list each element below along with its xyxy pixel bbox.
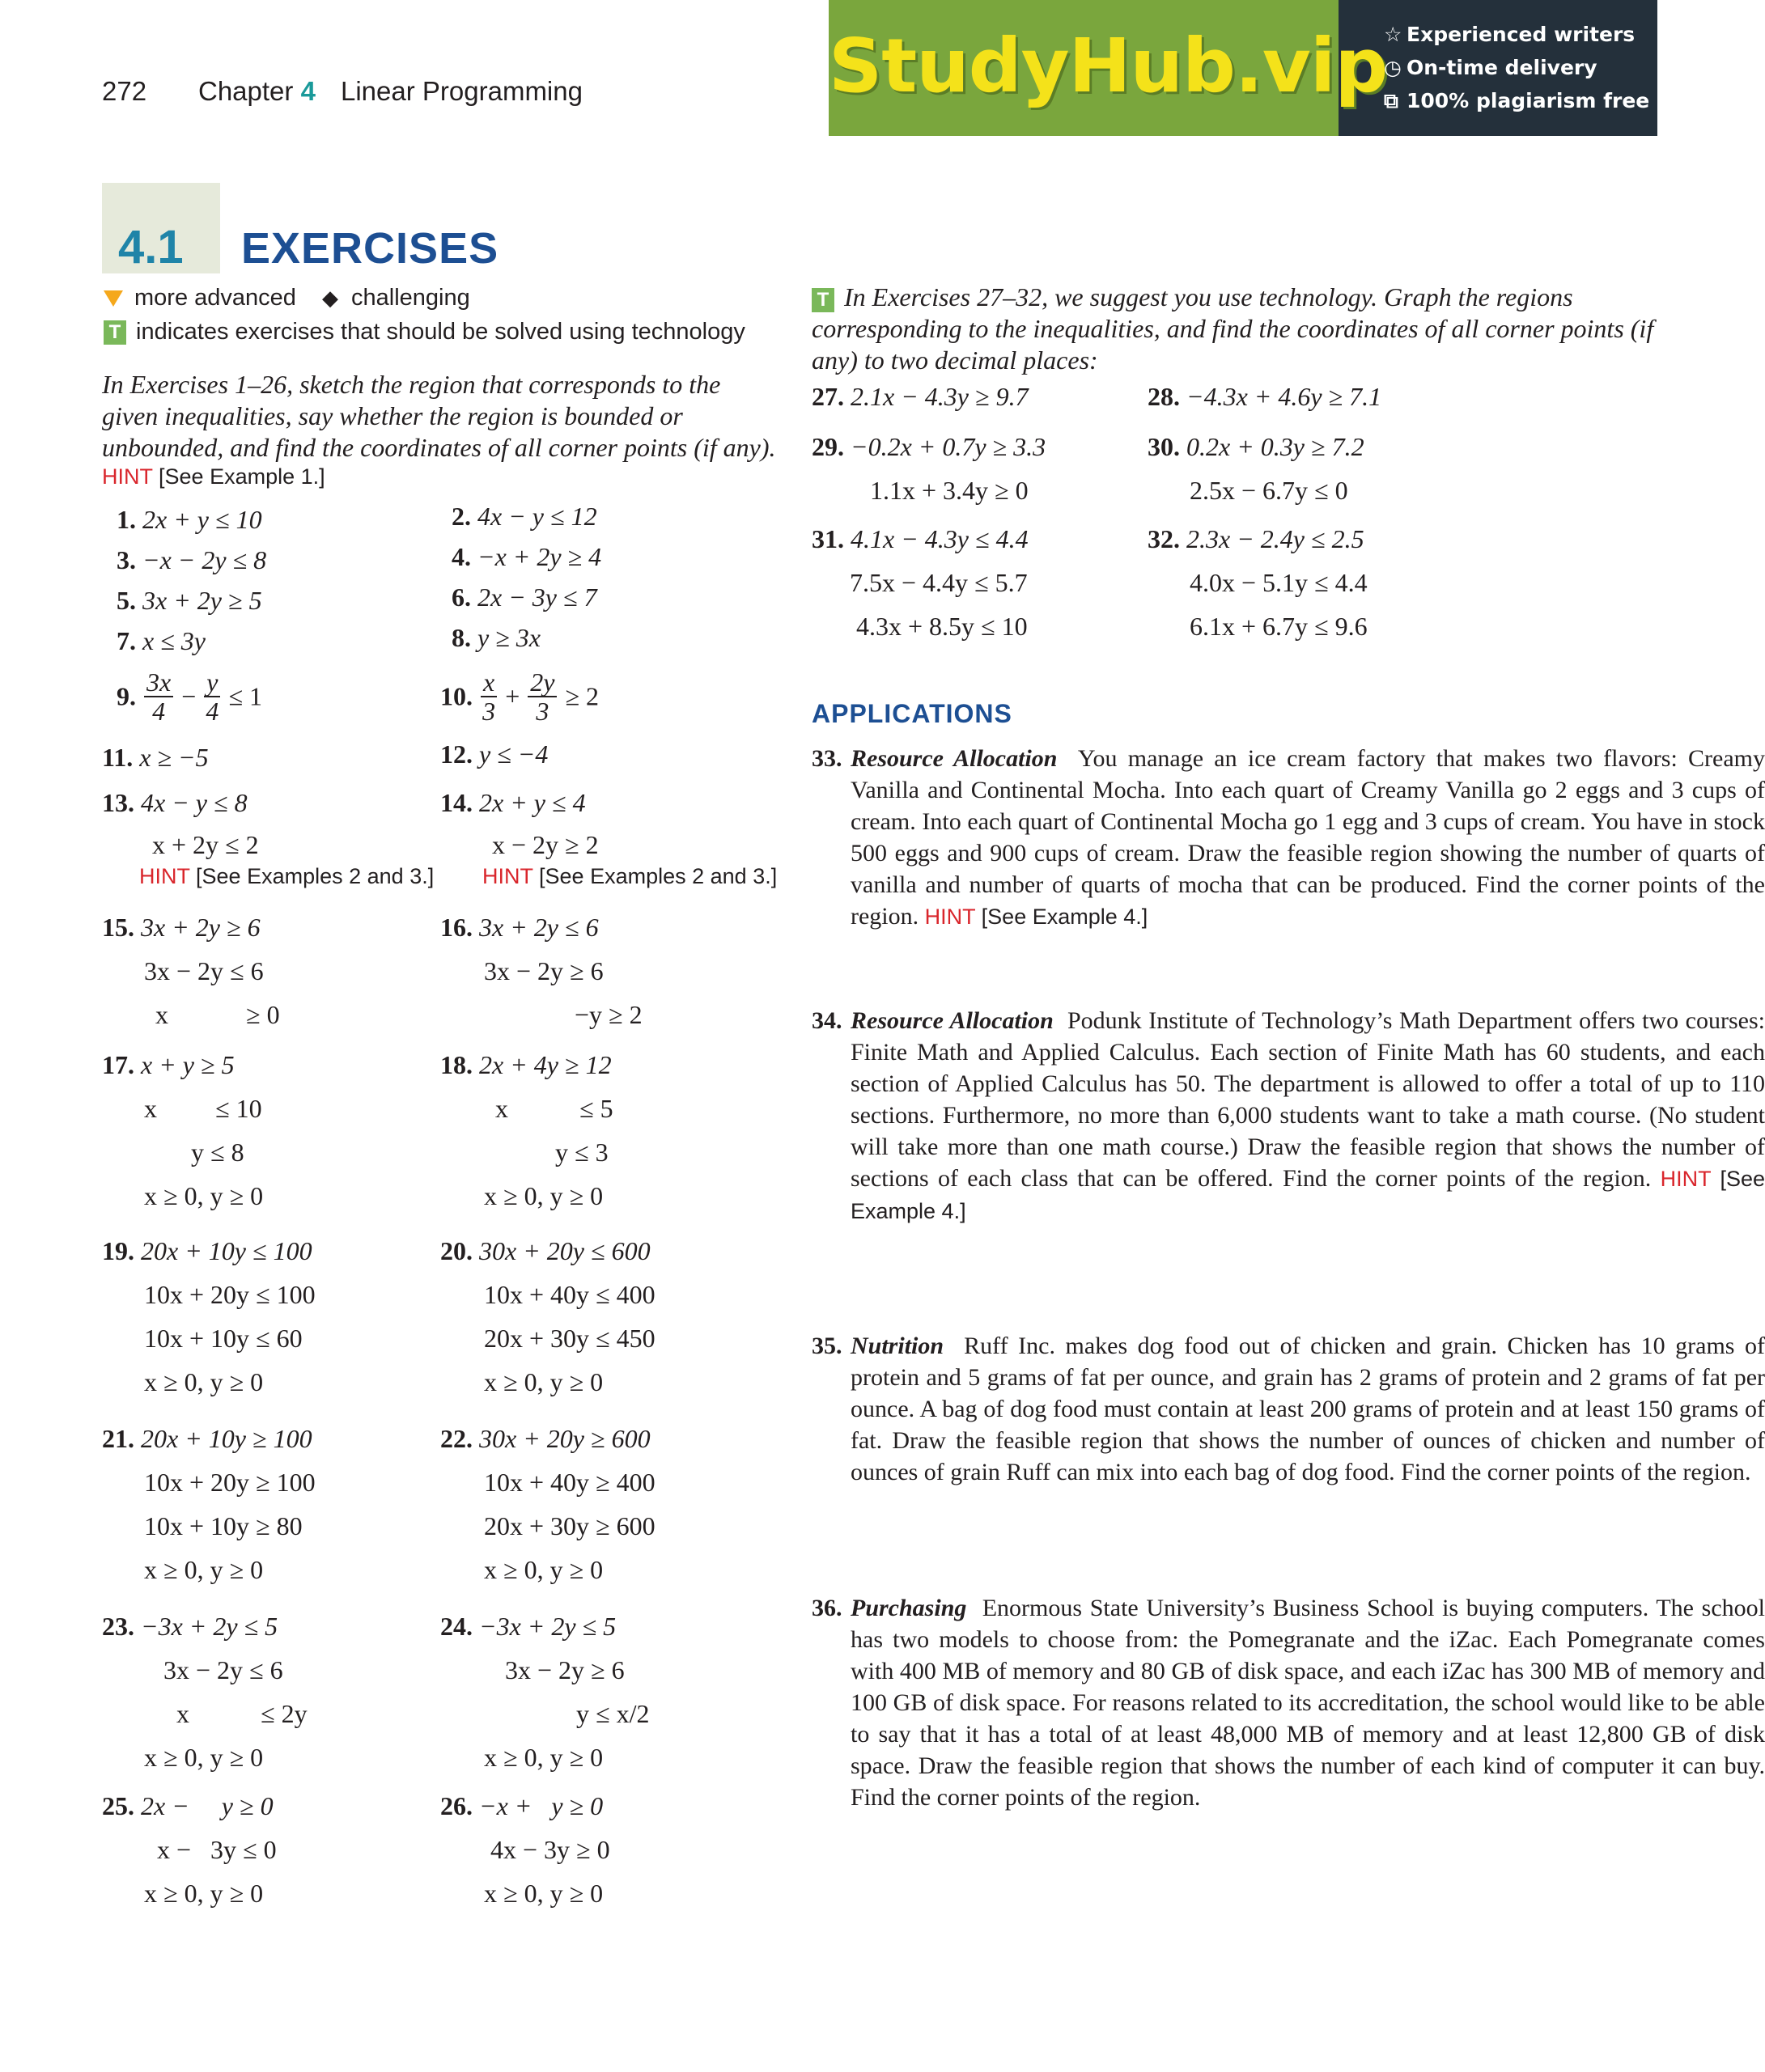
exercise-20-line-4: x ≥ 0, y ≥ 0 xyxy=(484,1367,604,1396)
exercise-3: 3. −x − 2y ≤ 8 xyxy=(117,545,267,574)
exercise-16-line-2: 3x − 2y ≥ 6 xyxy=(484,956,604,985)
chapter-number: 4 xyxy=(300,76,316,106)
legend-advanced: more advanced xyxy=(104,285,296,311)
exercise-30: 30. 0.2x + 0.3y ≥ 7.2 xyxy=(1148,432,1364,461)
exercise-23: 23. −3x + 2y ≤ 5 xyxy=(102,1612,278,1641)
exercise-1: 1. 2x + y ≤ 10 xyxy=(117,505,262,534)
chapter-title: Linear Programming xyxy=(341,76,583,106)
exercise-8: 8. y ≥ 3x xyxy=(452,623,541,652)
exercise-4: 4. −x + 2y ≥ 4 xyxy=(452,542,602,571)
exercise-32: 32. 2.3x − 2.4y ≤ 2.5 xyxy=(1148,524,1364,553)
application-35: 35. Nutrition Ruff Inc. makes dog food out of chicken and grain. Chicken has 10 grams of protein and 5 grams of fat per ounce, and grain has 2 grams of protein and 2 grams of fat per ounce. A bag of dog food must contain at least 200 grams of protein and at least 150 grams of fat. Draw the feasible region that shows the number of ounces of chicken and number of ounces of grain Ruff can mix into each bag of dog food. Find the corner points of the region. xyxy=(812,1333,1765,1485)
banner-feature-plagiarism: ⧉ 100% plagiarism free xyxy=(1384,89,1650,112)
exercise-21-line-3: 10x + 10y ≥ 80 xyxy=(144,1511,303,1540)
application-34: 34. Resource Allocation Podunk Institute of Technology’s Math Department offers two courses: Finite Math and Applied Calculus. Each section of Finite Math has 60 students, and each section of Applied Calculus has 50. The department is allowed to offer a total of up to 110 sections. Furthermore, no more than 6,000 students want to take a math course. (No student will take more than one math course.) Draw the feasible region that shows the number of sections of each class that can be offered. Find the corner points of the region. HINT [See Example 4.] xyxy=(812,1007,1765,1223)
exercise-13-line-2: x + 2y ≤ 2 xyxy=(152,830,259,859)
triangle-icon xyxy=(104,290,123,307)
exercise-29: 29. −0.2x + 0.7y ≥ 3.3 xyxy=(812,432,1046,461)
exercise-14-hint[interactable]: HINT [See Examples 2 and 3.] xyxy=(482,864,778,888)
exercise-21-line-2: 10x + 20y ≥ 100 xyxy=(144,1468,316,1497)
exercise-12: 12. y ≤ −4 xyxy=(440,739,549,769)
exercise-2: 2. 4x − y ≤ 12 xyxy=(452,502,597,531)
diamond-icon: ◆ xyxy=(322,286,338,310)
exercise-16-line-3: −y ≥ 2 xyxy=(575,1000,643,1029)
exercise-15-line-3: x ≥ 0 xyxy=(155,1000,280,1029)
exercise-17: 17. x + y ≥ 5 xyxy=(102,1050,235,1079)
exercise-9: 9. $\frac{3x}{4}$ − $\frac{y}{4}$ ≤ 1 xyxy=(117,667,263,726)
exercise-10: 10. $\frac{x}{3}$ + $\frac{2y}{3}$ ≥ 2 xyxy=(440,667,600,726)
exercise-18: 18. 2x + 4y ≥ 12 xyxy=(440,1050,612,1079)
exercise-20: 20. 30x + 20y ≤ 600 xyxy=(440,1236,651,1265)
copy-icon: ⧉ xyxy=(1384,89,1398,112)
application-34-hint[interactable]: HINT [See Example 4.] xyxy=(851,1167,1765,1223)
exercise-31-line-3: 4.3x + 8.5y ≤ 10 xyxy=(856,612,1028,641)
hint-example-1[interactable]: HINT [See Example 1.] xyxy=(102,464,325,489)
exercise-22-line-2: 10x + 40y ≥ 400 xyxy=(484,1468,656,1497)
intro-exercises-27-32: T In Exercises 27–32, we suggest you use technology. Graph the regions corresponding to the inequalities, and find the coordinates of all corner points (if any) to two decimal places: xyxy=(812,282,1654,375)
legend-challenging: ◆ challenging xyxy=(322,285,470,311)
exercise-28: 28. −4.3x + 4.6y ≥ 7.1 xyxy=(1148,382,1382,411)
clock-icon: ◷ xyxy=(1384,56,1402,79)
exercise-26-line-2: 4x − 3y ≥ 0 xyxy=(490,1835,610,1864)
exercise-22: 22. 30x + 20y ≥ 600 xyxy=(440,1424,651,1453)
exercise-19-line-2: 10x + 20y ≤ 100 xyxy=(144,1280,316,1309)
exercise-18-line-2: x ≤ 5 xyxy=(495,1094,613,1123)
exercise-32-line-3: 6.1x + 6.7y ≤ 9.6 xyxy=(1190,612,1368,641)
exercise-16: 16. 3x + 2y ≤ 6 xyxy=(440,913,599,942)
technology-icon: T xyxy=(104,320,126,345)
exercise-11: 11. x ≥ −5 xyxy=(102,743,209,772)
exercise-20-line-3: 20x + 30y ≤ 450 xyxy=(484,1324,656,1353)
chapter-word: Chapter xyxy=(198,76,294,106)
exercise-7: 7. x ≤ 3y xyxy=(117,626,206,655)
exercise-15: 15. 3x + 2y ≥ 6 xyxy=(102,913,261,942)
exercise-30-line-2: 2.5x − 6.7y ≤ 0 xyxy=(1190,476,1348,505)
technology-icon: T xyxy=(812,288,834,312)
section-heading: EXERCISES xyxy=(241,224,499,273)
legend-technology: T indicates exercises that should be solved using technology xyxy=(104,319,745,345)
exercise-24-line-3: y ≤ x/2 xyxy=(576,1699,650,1728)
exercise-24-line-2: 3x − 2y ≥ 6 xyxy=(505,1655,625,1684)
exercise-17-line-3: y ≤ 8 xyxy=(191,1138,244,1167)
exercise-23-line-3: x ≤ 2y xyxy=(176,1699,308,1728)
application-33-hint[interactable]: HINT [See Example 4.] xyxy=(924,905,1148,929)
exercise-25-line-2: x − 3y ≤ 0 xyxy=(157,1835,277,1864)
page-number: 272 xyxy=(102,76,147,106)
exercise-19-line-4: x ≥ 0, y ≥ 0 xyxy=(144,1367,264,1396)
banner-feature-delivery: ◷ On-time delivery xyxy=(1384,56,1597,79)
exercise-18-line-4: x ≥ 0, y ≥ 0 xyxy=(484,1181,604,1210)
exercise-13-hint[interactable]: HINT [See Examples 2 and 3.] xyxy=(139,864,435,888)
exercise-13: 13. 4x − y ≤ 8 xyxy=(102,788,248,817)
exercise-17-line-4: x ≥ 0, y ≥ 0 xyxy=(144,1181,264,1210)
exercise-24-line-4: x ≥ 0, y ≥ 0 xyxy=(484,1743,604,1772)
exercise-25: 25. 2x − y ≥ 0 xyxy=(102,1791,274,1820)
application-36: 36. Purchasing Enormous State University’s Business School is buying computers. The school has two models to choose from: the Pomegranate and the iZac. Each Pomegranate comes with 400 MB of memory and 80 GB of disk space, and each iZac has 300 MB of memory and 100 GB of disk space. For reasons related to its accreditation, the school would like to be able to say that it has a total of at least 48,000 MB of memory and at least 12,800 GB of disk space. Draw the feasible region that shows the number of each kind of computer it can buy. Find the corner points of the region. xyxy=(812,1595,1765,1811)
exercise-29-line-2: 1.1x + 3.4y ≥ 0 xyxy=(870,476,1029,505)
exercise-19: 19. 20x + 10y ≤ 100 xyxy=(102,1236,312,1265)
exercise-18-line-3: y ≤ 3 xyxy=(555,1138,609,1167)
exercise-5: 5. 3x + 2y ≥ 5 xyxy=(117,586,262,615)
exercise-26-line-3: x ≥ 0, y ≥ 0 xyxy=(484,1879,604,1908)
applications-heading: APPLICATIONS xyxy=(812,699,1012,728)
exercise-23-line-4: x ≥ 0, y ≥ 0 xyxy=(144,1743,264,1772)
intro-exercises-1-26: In Exercises 1–26, sketch the region that corresponds to the given inequalities, say whether the region is bounded or unbounded, and find the coordinates of all corner points (if any). xyxy=(102,370,776,462)
section-number: 4.1 xyxy=(118,221,184,273)
exercise-31: 31. 4.1x − 4.3y ≤ 4.4 xyxy=(812,524,1029,553)
exercise-14: 14. 2x + y ≤ 4 xyxy=(440,788,586,817)
exercise-14-line-2: x − 2y ≥ 2 xyxy=(492,830,599,859)
star-icon: ☆ xyxy=(1384,23,1402,46)
exercise-22-line-4: x ≥ 0, y ≥ 0 xyxy=(484,1555,604,1584)
exercise-15-line-2: 3x − 2y ≤ 6 xyxy=(144,956,264,985)
exercise-27: 27. 2.1x − 4.3y ≥ 9.7 xyxy=(812,382,1029,411)
studyhub-banner[interactable] xyxy=(829,0,1657,136)
banner-logo[interactable]: StudyHub.vip xyxy=(829,23,1388,109)
exercise-19-line-3: 10x + 10y ≤ 60 xyxy=(144,1324,303,1353)
exercise-31-line-2: 7.5x − 4.4y ≤ 5.7 xyxy=(850,568,1028,597)
exercise-24: 24. −3x + 2y ≤ 5 xyxy=(440,1612,617,1641)
exercise-32-line-2: 4.0x − 5.1y ≤ 4.4 xyxy=(1190,568,1368,597)
exercise-25-line-3: x ≥ 0, y ≥ 0 xyxy=(144,1879,264,1908)
exercise-22-line-3: 20x + 30y ≥ 600 xyxy=(484,1511,656,1540)
exercise-21: 21. 20x + 10y ≥ 100 xyxy=(102,1424,312,1453)
exercise-17-line-2: x ≤ 10 xyxy=(144,1094,262,1123)
exercise-26: 26. −x + y ≥ 0 xyxy=(440,1791,604,1820)
exercise-23-line-2: 3x − 2y ≤ 6 xyxy=(163,1655,283,1684)
banner-feature-writers: ☆ Experienced writers xyxy=(1384,23,1636,46)
application-33: 33. Resource Allocation You manage an ice cream factory that makes two flavors: Creamy Vanilla and Continental Mocha. Into each quart of Creamy Vanilla go 2 eggs and 3 cups of cream. Into each quart of Continental Mocha go 1 egg and 3 cups of cream. You have in stock 500 eggs and 900 cups of cream. Draw the feasible region showing the number of quarts of vanilla and number of quarts of mocha that can be produced. Find the corner points of the region. HINT [See Example 4.] xyxy=(812,745,1765,930)
exercise-21-line-4: x ≥ 0, y ≥ 0 xyxy=(144,1555,264,1584)
exercise-6: 6. 2x − 3y ≤ 7 xyxy=(452,583,597,612)
exercise-20-line-2: 10x + 40y ≤ 400 xyxy=(484,1280,656,1309)
chapter-label xyxy=(198,76,316,107)
